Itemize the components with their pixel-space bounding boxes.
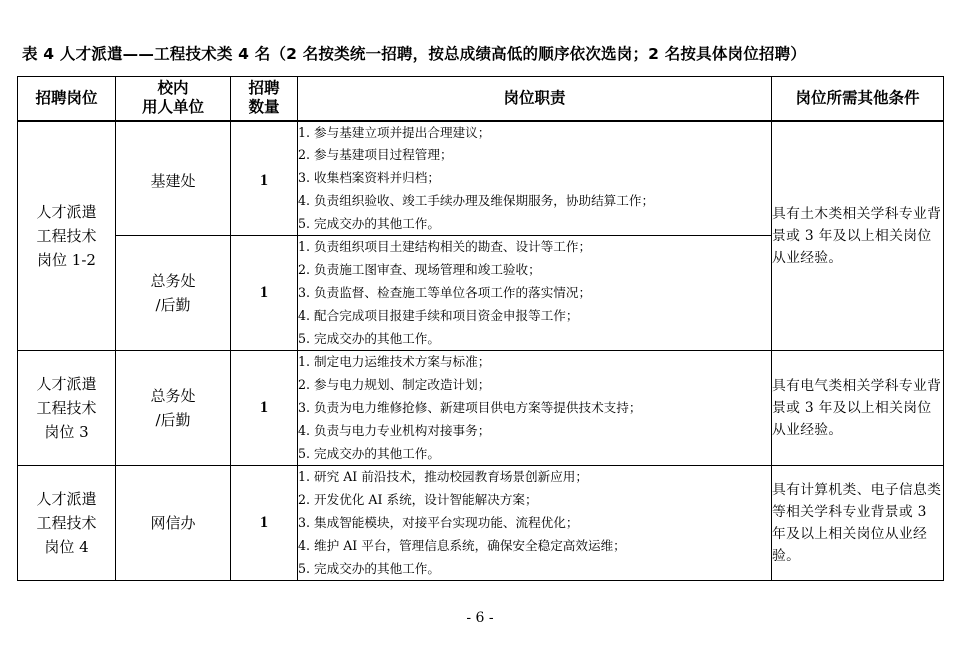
unit-cell: 网信办	[116, 466, 231, 581]
table-row	[18, 466, 944, 581]
page-number: - 6 -	[466, 610, 494, 626]
duty-item: 2. 参与基建项目过程管理；	[298, 147, 453, 163]
duty-item: 5. 完成交办的其他工作。	[298, 445, 440, 461]
duty-item: 2. 开发优化 AI 系统，设计智能解决方案；	[298, 492, 538, 508]
conditions-cell: 具有土木类相关学科专业背景或 3 年及以上相关岗位从业经验。	[772, 121, 944, 351]
duty-item: 1. 负责组织项目土建结构相关的勘查、设计等工作；	[298, 239, 592, 255]
duties-cell	[298, 236, 772, 351]
duties-cell	[298, 466, 772, 581]
header-quantity-line1: 招聘	[248, 79, 280, 98]
duties-cell	[298, 121, 772, 236]
duty-item: 2. 参与电力规划、制定改造计划；	[298, 377, 491, 393]
table-row	[18, 351, 944, 466]
quantity-cell: 1	[231, 351, 298, 466]
duty-item: 3. 负责监督、检查施工等单位各项工作的落实情况；	[298, 285, 592, 301]
header-conditions: 岗位所需其他条件	[772, 77, 944, 121]
duty-item: 1. 研究 AI 前沿技术，推动校园教育场景创新应用；	[298, 469, 588, 485]
header-quantity-line2: 数量	[248, 98, 280, 117]
duty-item: 4. 配合完成项目报建手续和项目资金申报等工作；	[298, 307, 579, 323]
duty-item: 3. 负责为电力维修抢修、新建项目供电方案等提供技术支持；	[298, 400, 642, 416]
position-cell: 人才派遣 工程技术 岗位 1-2	[18, 121, 116, 351]
header-unit-line1: 校内	[157, 79, 189, 98]
header-duties: 岗位职责	[298, 77, 772, 121]
position-cell: 人才派遣 工程技术 岗位 4	[18, 466, 116, 581]
table-row	[18, 121, 944, 236]
header-quantity	[231, 77, 298, 121]
table-caption: 表 4 人才派遣——工程技术类 4 名（2 名按类统一招聘，按总成绩高低的顺序依次选岗；2 名按具体岗位招聘）	[22, 45, 807, 63]
header-unit	[116, 77, 231, 121]
table-header-row	[18, 77, 944, 121]
unit-cell: 总务处 /后勤	[116, 351, 231, 466]
duty-item: 3. 收集档案资料并归档；	[298, 170, 440, 186]
duty-item: 4. 维护 AI 平台，管理信息系统，确保安全稳定高效运维；	[298, 537, 626, 553]
duty-item: 5. 完成交办的其他工作。	[298, 560, 440, 576]
recruitment-table	[17, 76, 944, 581]
quantity-cell: 1	[231, 121, 298, 236]
header-unit-line2: 用人单位	[141, 98, 204, 117]
conditions-cell: 具有电气类相关学科专业背景或 3 年及以上相关岗位从业经验。	[772, 351, 944, 466]
duty-item: 1. 参与基建立项并提出合理建议；	[298, 124, 491, 140]
duty-item: 1. 制定电力运维技术方案与标准；	[298, 354, 491, 370]
unit-cell: 基建处	[116, 121, 231, 236]
duty-item: 5. 完成交办的其他工作。	[298, 330, 440, 346]
quantity-cell: 1	[231, 466, 298, 581]
header-position: 招聘岗位	[18, 77, 116, 121]
duties-cell	[298, 351, 772, 466]
unit-cell: 总务处 /后勤	[116, 236, 231, 351]
duty-item: 4. 负责组织验收、竣工手续办理及维保期服务，协助结算工作；	[298, 192, 655, 208]
duty-item: 3. 集成智能模块，对接平台实现功能、流程优化；	[298, 515, 579, 531]
position-cell: 人才派遣 工程技术 岗位 3	[18, 351, 116, 466]
duty-item: 2. 负责施工图审查、现场管理和竣工验收；	[298, 262, 541, 278]
duty-item: 5. 完成交办的其他工作。	[298, 215, 440, 231]
quantity-cell: 1	[231, 236, 298, 351]
conditions-cell: 具有计算机类、电子信息类等相关学科专业背景或 3 年及以上相关岗位从业经验。	[772, 466, 944, 581]
duty-item: 4. 负责与电力专业机构对接事务；	[298, 422, 491, 438]
